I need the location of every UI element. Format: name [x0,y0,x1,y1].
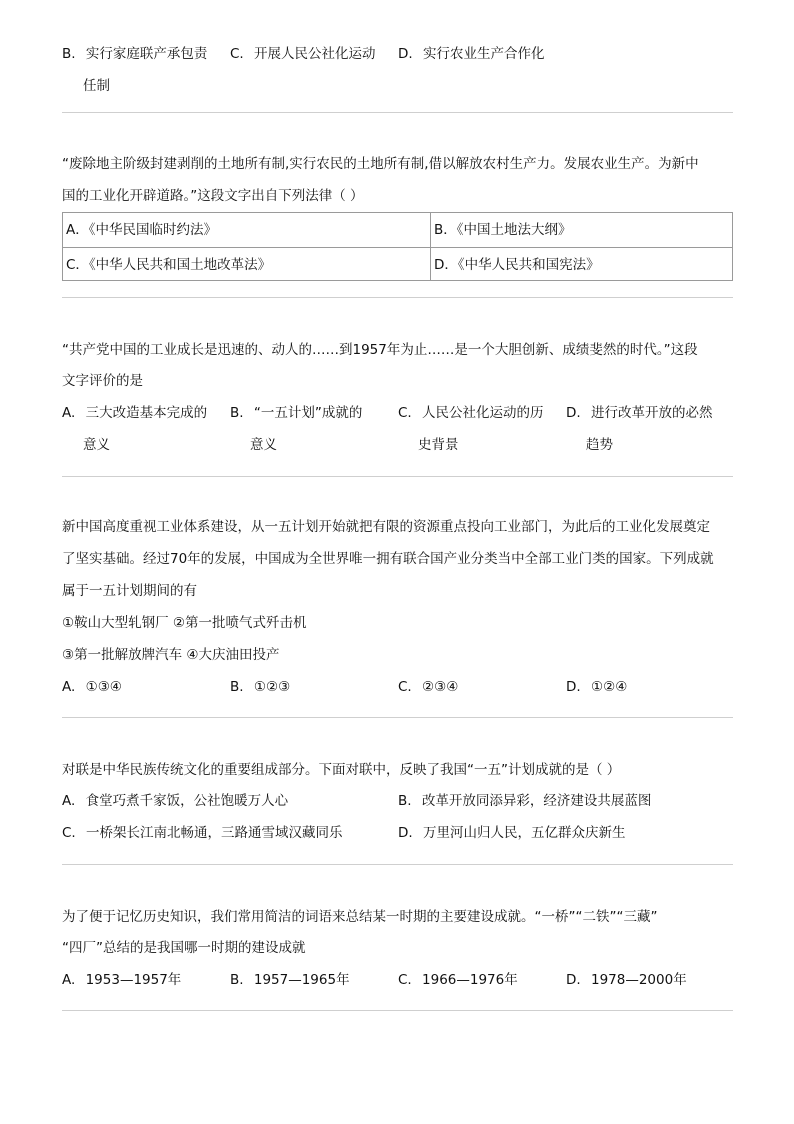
option-letter: D. [566,972,581,988]
question-stem-line: “四厂”总结的是我国哪一时期的建设成就 [62,940,306,956]
option-a[interactable] [62,793,288,809]
option-text: 三大改造基本完成的 [85,405,208,421]
option-letter: C. [230,46,244,62]
option-text: 1957—1965年 [253,972,350,988]
option-text: 《中华民国临时约法》 [88,222,217,238]
option-a[interactable] [62,679,122,695]
divider [62,297,733,298]
option-text: 《中华人民共和国土地改革法》 [88,257,272,273]
option-c-continuation: 史背景 [418,437,459,453]
option-text: 开展人民公社化运动 [254,46,376,62]
option-text: 1978—2000年 [590,972,687,988]
options-table [62,212,733,281]
option-letter: A. [62,405,76,421]
option-text: ①③④ [85,679,122,695]
option-text: 改革开放同添异彩，经济建设共展蓝图 [421,793,652,809]
option-b[interactable] [230,679,290,695]
option-b[interactable] [230,405,362,421]
option-letter: D. [566,679,581,695]
option-c[interactable] [398,679,458,695]
question-stem-line: 属于一五计划期间的有 [62,583,197,599]
option-text: ①②④ [590,679,628,695]
option-c[interactable] [398,972,518,988]
question-stem-line: 了坚实基础。经过70年的发展，中国成为全世界唯一拥有联合国产业分类当中全部工业门类的国家。下列成就 [62,551,714,567]
option-a[interactable] [66,222,217,238]
table-divider [63,247,732,248]
option-letter: B. [230,972,244,988]
option-letter: B. [230,405,244,421]
option-a[interactable] [62,405,207,421]
question-item-line: ①鞍山大型轧钢厂 ②第一批喷气式歼击机 [62,615,307,631]
option-d[interactable] [398,46,544,62]
option-b-continuation: 意义 [250,437,277,453]
option-letter: A. [62,972,76,988]
option-text: 1966—1976年 [422,972,518,988]
option-c[interactable] [230,46,376,62]
option-text: 《中国土地法大纲》 [456,222,572,238]
option-d[interactable] [398,825,625,841]
divider [62,1010,733,1011]
option-letter: D. [398,825,413,841]
option-a[interactable] [62,972,181,988]
question-item-line: ③第一批解放牌汽车 ④大庆油田投产 [62,647,280,663]
option-letter: B. [398,793,412,809]
option-text: ①②③ [253,679,291,695]
option-b[interactable] [230,972,350,988]
option-b[interactable] [62,46,207,62]
option-text: 实行家庭联产承包责 [85,46,208,62]
option-letter: A. [62,793,76,809]
option-d[interactable] [434,257,600,273]
question-stem-line: 为了便于记忆历史知识，我们常用简洁的词语来总结某一时期的主要建设成就。“一桥”“二铁”“三藏” [62,909,658,925]
option-c[interactable] [398,405,544,421]
option-text: 进行改革开放的必然 [590,405,713,421]
question-stem-line: “共产党中国的工业成长是迅速的、动人的……到1957年为止……是一个大胆创新、成绩斐然的时代。”这段 [62,342,698,358]
option-text: 食堂巧煮千家饭，公社饱暖万人心 [85,793,289,809]
option-letter: C. [398,405,412,421]
option-letter: B． [434,222,457,238]
option-letter: D. [566,405,581,421]
option-b[interactable] [398,793,651,809]
option-d-continuation: 趋势 [586,437,613,453]
option-letter: A． [66,222,89,238]
option-letter: C. [398,972,412,988]
option-c[interactable] [66,257,271,273]
option-letter: C. [62,825,76,841]
option-text: 1953—1957年 [85,972,182,988]
option-c[interactable] [62,825,343,841]
question-stem-line: “废除地主阶级封建剥削的土地所有制,实行农民的土地所有制,借以解放农村生产力。发展农业生产。为新中 [62,156,699,172]
divider [62,717,733,718]
option-letter: B. [230,679,244,695]
option-text: 《中华人民共和国宪法》 [457,257,600,273]
option-b-continuation: 任制 [83,78,110,94]
option-a-continuation: 意义 [83,437,110,453]
option-d[interactable] [566,679,627,695]
divider [62,112,733,113]
question-stem-line: 新中国高度重视工业体系建设，从一五计划开始就把有限的资源重点投向工业部门，为此后的工业化发展奠定 [62,519,710,535]
option-text: “一五计划”成就的 [253,405,363,421]
option-b[interactable] [434,222,572,238]
option-text: 一桥架长江南北畅通，三路通雪域汉藏同乐 [86,825,343,841]
option-text: ②③④ [422,679,459,695]
option-letter: C. [398,679,412,695]
divider [62,864,733,865]
option-letter: A. [62,679,76,695]
option-d[interactable] [566,405,712,421]
divider [62,476,733,477]
option-letter: D． [434,257,458,273]
option-letter: B. [62,46,76,62]
option-text: 实行农业生产合作化 [422,46,545,62]
question-stem-line: 国的工业化开辟道路。”这段文字出自下列法律（ ） [62,188,364,204]
option-letter: D. [398,46,413,62]
option-text: 人民公社化运动的历 [422,405,544,421]
question-stem-line: 文字评价的是 [62,373,143,389]
option-text: 万里河山归人民，五亿群众庆新生 [422,825,626,841]
question-stem-line: 对联是中华民族传统文化的重要组成部分。下面对联中，反映了我国“一五”计划成就的是（ ） [62,762,621,778]
option-letter: C． [66,257,89,273]
option-d[interactable] [566,972,687,988]
